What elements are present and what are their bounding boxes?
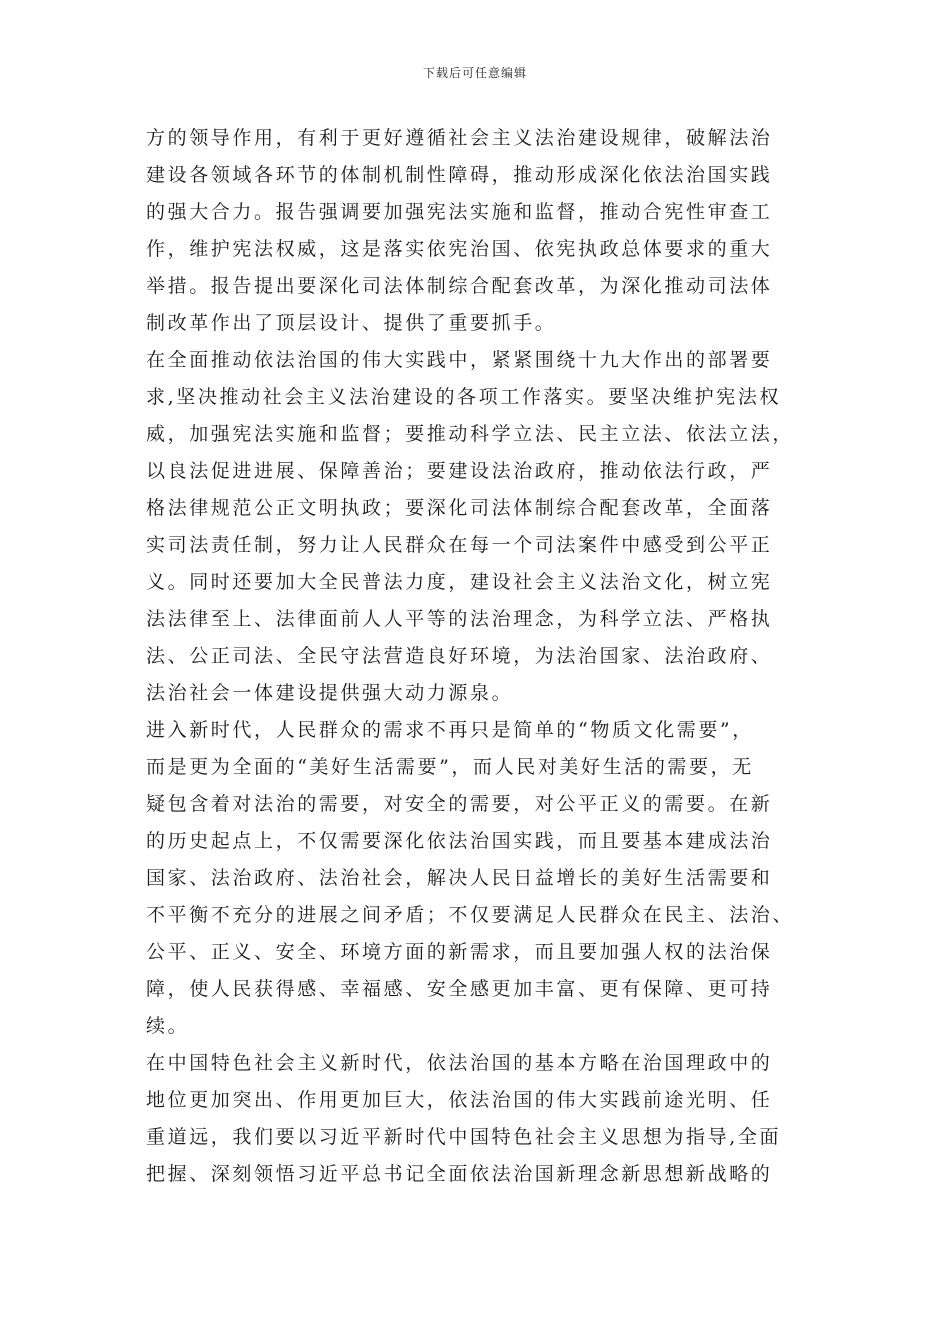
paragraph-2: 在全面推动依法治国的伟大实践中，紧紧围绕十九大作出的部署要 求,坚决推动社会主义法治建设的各项工作落实。要坚决维护宪法权 威，加强宪法实施和监督；要推动科学立法、民主立法、依法立法， 以良法促进进展、保障善治；要建设法治政府，推动依法行政，严 格法律规范公正文明执政；要深化司法体制综合配套改革，全面落 实司法责任制，努力让人民群众在每一个司法案件中感受到公平正 义。同时还要加大全民普法力度，建设社会主义法治文化，树立宪 法法律至上、法律面前人人平等的法治理念，为科学立法、严格执 法、公正司法、全民守法营造良好环境，为法治国家、法治政府、 法治社会一体建设提供强大动力源泉。: [146, 349, 795, 704]
paragraph-3: 进入新时代，人民群众的需求不再只是简单的“物质文化需要”， 而是更为全面的“美好生活需要”，而人民对美好生活的需要，无 疑包含着对法治的需要，对安全的需要，对公平正义的需要。在新 的历史起点上，不仅需要深化依法治国实践，而且要基本建成法治 国家、法治政府、法治社会，解决人民日益增长的美好生活需要和 不平衡不充分的进展之间矛盾；不仅要满足人民群众在民主、法治、 公平、正义、安全、环境方面的新需求，而且要加强人权的法治保 障，使人民获得感、幸福感、安全感更加丰富、更有保障、更可持 续。: [146, 719, 795, 1037]
paragraph-4: 在中国特色社会主义新时代，依法治国的基本方略在治国理政中的 地位更加突出、作用更加巨大，依法治国的伟大实践前途光明、任 重道远，我们要以习近平新时代中国特色社会主义思想为指导,全面 把握、深刻领悟习近平总书记全面依法治国新理念新思想新战略的: [146, 1052, 782, 1185]
page-header: 下载后可任意编辑: [422, 66, 527, 80]
paragraph-1: 方的领导作用，有利于更好遵循社会主义法治建设规律，破解法治 建设各领域各环节的体制机制性障碍，推动形成深化依法治国实践 的强大合力。报告强调要加强宪法实施和监督，推动合宪性审查工 作，维护宪法权威，这是落实依宪治国、依宪执政总体要求的重大 举措。报告提出要深化司法体制综合配套改革，为深化推动司法体 制改革作出了顶层设计、提供了重要抓手。: [146, 127, 773, 334]
document-body: [146, 120, 806, 1193]
